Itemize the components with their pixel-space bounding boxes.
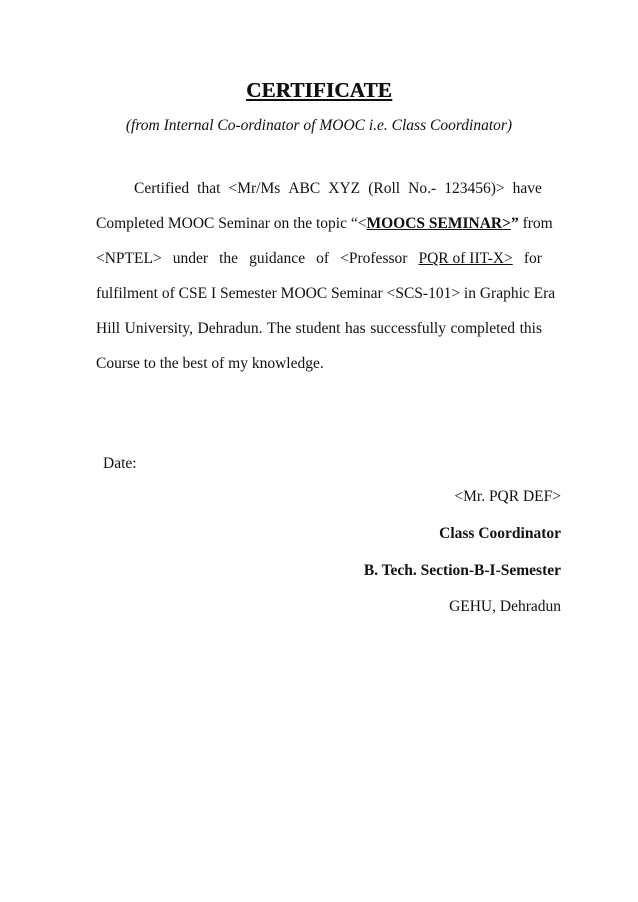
body-word: <Mr/Ms (228, 180, 281, 197)
body-line-3 (96, 249, 542, 269)
body-word: that (197, 180, 221, 197)
body-word: completed (450, 320, 516, 337)
signatory-place: GEHU, Dehradun (449, 598, 561, 615)
body-word: (Roll (368, 180, 401, 197)
body-line-2 (96, 214, 553, 234)
body-word: 123456)> (444, 180, 505, 197)
body-word: for (523, 250, 542, 267)
body-word: Dehradun. (197, 320, 263, 337)
body-word: No.- (408, 180, 437, 197)
body-word: successfully (370, 320, 446, 337)
body-word: under (172, 250, 209, 267)
guide-name: PQR of IIT-X> (418, 250, 513, 267)
certificate-title: CERTIFICATE (246, 78, 392, 102)
body-word: <Professor (340, 250, 408, 267)
body-word: Certified (134, 180, 190, 197)
closing-quote: ” (510, 215, 519, 232)
body-word: of (316, 250, 330, 267)
signatory-name: <Mr. PQR DEF> (454, 488, 561, 505)
signatory-section: B. Tech. Section-B-I-Semester (363, 562, 561, 579)
body-line-5 (96, 319, 542, 339)
body-word: ABC (288, 180, 321, 197)
seminar-topic: MOOCS SEMINAR> (366, 215, 511, 232)
body-word: The (267, 320, 292, 337)
body-line-1 (134, 179, 542, 199)
signatory-role: Class Coordinator (439, 525, 561, 542)
date-label: Date: (103, 455, 137, 472)
body-word: University, (124, 320, 193, 337)
body-word: XYZ (328, 180, 361, 197)
body-word: have (512, 180, 542, 197)
body-word: the (219, 250, 239, 267)
body-text: from (518, 215, 553, 232)
body-word: this (519, 320, 542, 337)
certificate-subtitle: (from Internal Co-ordinator of MOOC i.e. Class Coordinator) (125, 117, 513, 134)
body-text: Completed MOOC Seminar on the topic “< (96, 215, 367, 232)
body-line-6: Course to the best of my knowledge. (96, 355, 324, 372)
body-word: has (344, 320, 366, 337)
body-word: Hill (96, 320, 121, 337)
body-line-4: fulfilment of CSE I Semester MOOC Seminar <SCS-101> in Graphic Era (96, 285, 556, 302)
body-word: student (295, 320, 341, 337)
body-word: <NPTEL> (96, 250, 162, 267)
body-word: guidance (249, 250, 306, 267)
